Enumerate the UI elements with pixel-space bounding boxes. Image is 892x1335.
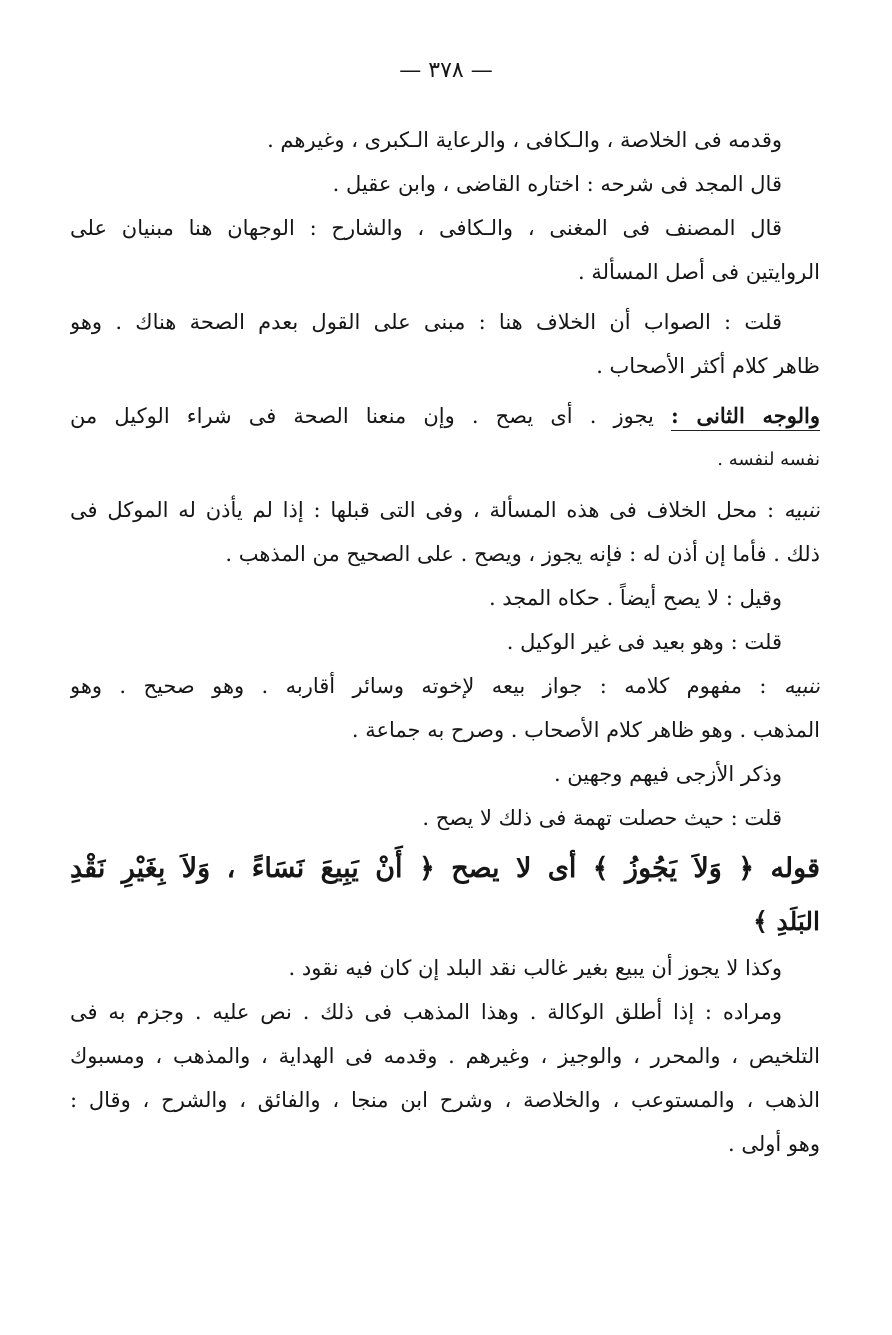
text-line: ذلك . فأما إن أذن له : فإنه يجوز ، ويصح . على الصحيح من المذهب .: [225, 542, 820, 566]
text-line: قلت : حيث حصلت تهمة فى ذلك لا يصح .: [422, 806, 782, 830]
text-line: قال المجد فى شرحه : اختاره القاضى ، وابن عقيل .: [332, 172, 782, 196]
text-line: وقدمه فى الخلاصة ، والـكافى ، والرعاية الـكبرى ، وغيرهم .: [267, 128, 782, 152]
text-line: [70, 488, 820, 532]
text-line: ظاهر كلام أكثر الأصحاب .: [596, 354, 820, 378]
quoted-text-line: قوله ﴿ وَلاَ يَجُوزُ ﴾ أى لا يصح ﴿ أَنْ يَبِيعَ نَسَاءً ، وَلاَ بِغَيْرِ نَقْدِ: [70, 853, 820, 884]
quoted-text-line: البَلَدِ ﴾: [753, 907, 820, 936]
text-line: [70, 394, 820, 438]
text-line: قلت : الصواب أن الخلاف هنا : مبنى على القول بعدم الصحة هناك . وهو: [70, 310, 782, 334]
text-line: وذكر الأزجى فيهم وجهين .: [553, 762, 782, 786]
text-fragment: : مفهوم كلامه : جواز بيعه لإخوته وسائر أقاربه . وهو صحيح . وهو: [70, 674, 784, 698]
text-line: وكذا لا يجوز أن يبيع بغير غالب نقد البلد إن كان فيه نقود .: [288, 956, 782, 980]
text-fragment: يجوز . أى يصح . وإن منعنا الصحة فى شراء الوكيل من: [70, 404, 671, 428]
text-line: قلت : وهو بعيد فى غير الوكيل .: [506, 630, 782, 654]
note-label: تنبيه: [783, 674, 820, 698]
text-line: وقيل : لا يصح أيضاً . حكاه المجد .: [488, 586, 782, 610]
text-line: ومراده : إذا أطلق الوكالة . وهذا المذهب فى ذلك . نص عليه . وجزم به فى: [70, 1000, 782, 1024]
body-text: [70, 118, 820, 1166]
text-fragment: : محل الخلاف فى هذه المسألة ، وفى التى قبلها : إذا لم يأذن له الموكل فى: [70, 498, 784, 522]
text-line: قال المصنف فى المغنى ، والـكافى ، والشارح : الوجهان هنا مبنيان على: [70, 216, 782, 240]
text-line: التلخيص ، والمحرر ، والوجيز ، وغيرهم . وقدمه فى الهداية ، والمذهب ، ومسبوك: [70, 1044, 820, 1068]
text-line: [70, 664, 820, 708]
text-line: الذهب ، والمستوعب ، والخلاصة ، وشرح ابن منجا ، والفائق ، والشرح ، وقال :: [70, 1088, 820, 1112]
text-line: نفسه لنفسه .: [717, 449, 820, 470]
page-number: — ٣٧٨ —: [399, 58, 493, 83]
text-line: وهو أولى .: [728, 1132, 820, 1156]
text-line: المذهب . وهو ظاهر كلام الأصحاب . وصرح به جماعة .: [351, 718, 820, 742]
note-label: تنبيه: [783, 498, 820, 522]
text-line: الروايتين فى أصل المسألة .: [578, 260, 820, 284]
section-label: والوجه الثانى :: [671, 403, 820, 431]
